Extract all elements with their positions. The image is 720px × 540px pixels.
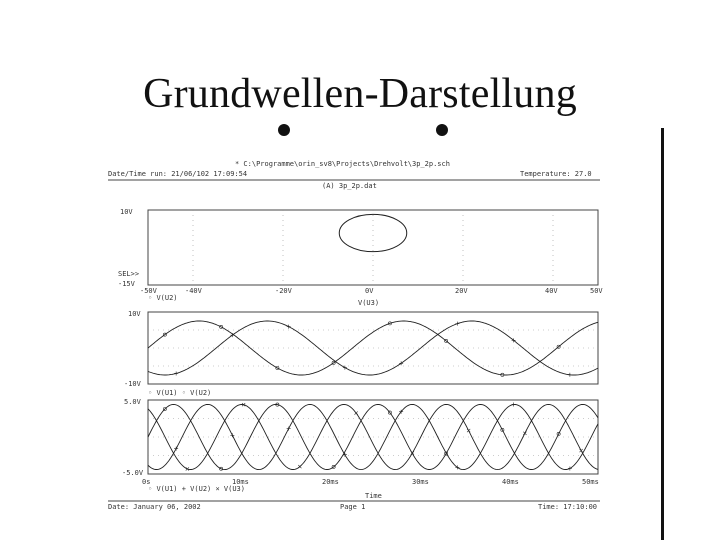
two-phase-legend: ◦ V(U1) ◦ V(U2) [148,389,212,397]
plot-subtitle: (A) 3p_2p.dat [322,182,377,190]
xy-x-tick: 40V [545,287,558,295]
two-phase-y-tick-top: 10V [128,310,141,318]
three-phase-marker [287,427,291,431]
footer-time: Time: 17:10:00 [538,503,598,511]
xy-x-tick: -20V [275,287,292,295]
xy-x-tick: 20V [455,287,468,295]
xy-legend: ◦ V(U2) [148,294,178,302]
three-phase-legend: ◦ V(U1) + V(U2) × V(U3) [148,485,245,493]
xy-x-label: V(U3) [358,299,380,307]
three-phase-marker [467,429,470,432]
three-phase-marker [230,433,234,437]
two-phase-marker [455,322,459,326]
two-phase-marker [287,325,291,329]
three-phase-marker [512,402,516,406]
three-phase-y-tick-top: 5.0V [124,398,141,406]
xy-x-tick: -50V [140,287,157,295]
three-phase-marker [580,449,583,452]
xy-x-tick: 50V [590,287,603,295]
three-phase-y-tick-bottom: -5.0V [122,469,144,477]
three-phase-x-label: Time [365,492,382,500]
temperature: Temperature: 27.0 [520,170,592,178]
three-phase-marker [174,447,178,451]
three-phase-plot-panel [122,398,599,500]
xy-sel-marker: SEL>> [118,270,140,278]
three-phase-marker [298,465,301,468]
xy-plot-panel [118,208,603,307]
three-phase-x-tick: 10ms [232,478,249,486]
xy-x-tick: 0V [365,287,374,295]
two-phase-y-tick-bottom: -10V [124,380,141,388]
footer-date: Date: January 06, 2002 [108,503,201,511]
xy-y-tick-bottom: -15V [118,280,135,288]
three-phase-x-tick: 30ms [412,478,429,486]
file-path: * C:\Programme\orin_sv8\Projects\Drehvolt\3p_2p.sch [235,160,450,168]
xy-plot-frame [148,210,598,285]
three-phase-x-tick: 40ms [502,478,519,486]
three-phase-marker [523,432,526,435]
three-phase-x-tick: 50ms [582,478,599,486]
footer-page: Page 1 [340,503,366,511]
three-phase-x-tick: 0s [142,478,151,486]
xy-x-tick: -40V [185,287,202,295]
three-phase-x-tick: 20ms [322,478,339,486]
datetime-run: Date/Time run: 21/06/102 17:09:54 [108,170,248,178]
three-phase-marker [355,411,358,414]
two-phase-marker [174,371,178,375]
xy-lissajous-circle [339,214,407,251]
xy-y-tick-top: 10V [120,208,133,216]
slide-title: Grundwellen-Darstellung [143,71,577,117]
two-phase-plot-panel [124,310,598,397]
two-phase-marker [568,373,572,377]
